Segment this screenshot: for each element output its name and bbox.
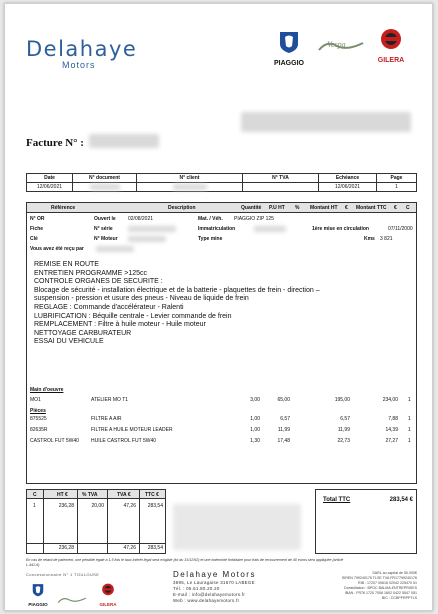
vehicle-value: PIAGGIO ZIP 125 (234, 216, 274, 222)
row-desc: FILTRE A HUILE MOTEUR LEADER (91, 427, 173, 433)
vat-row-pct: 20,00 (91, 503, 104, 509)
row-unit: 17,48 (277, 438, 290, 444)
row-unit: 6,57 (280, 416, 290, 422)
legal-line: Domiciliation : BPOC BALMA ENTREPRISES (344, 586, 417, 590)
row-qty: 1,30 (250, 438, 260, 444)
row-ht: 6,57 (340, 416, 350, 422)
parts-title: Pièces (30, 408, 46, 414)
footer-gilera-logo (95, 583, 121, 607)
row-qty: 3,00 (250, 397, 260, 403)
payment-info-redacted (173, 504, 301, 550)
due-label: Echéance (319, 174, 377, 183)
footer-gilera-label: GILERA (99, 602, 117, 607)
work-line: REMPLACEMENT : Filtre à huile moteur - Huile moteur (34, 321, 206, 329)
vat-row-ttc: 283,54 (147, 503, 163, 509)
gilera-icon (380, 28, 402, 52)
vat-total-ttc: 283,54 (147, 545, 163, 551)
legal-line: BIC : CCBPFRPPTLS (381, 596, 417, 600)
order-info (30, 216, 415, 252)
key-label: Clé (30, 236, 38, 242)
footer-web-line (173, 598, 283, 604)
vat-col-tva: TVA € (117, 492, 131, 498)
fine-print-line-1: En cas de retard de paiement, une pénalité égale à 1,5 fois le taux intérêt légal sera exigible (loi du 31/12/92) et une indemnité forfaitaire pour frais de recouvrement de 40 euros sera appliquée (article (26, 558, 344, 562)
total-box (315, 489, 417, 554)
brand-name: Delahaye (26, 37, 138, 61)
presented-label: Vous avez été reçu par (30, 246, 84, 252)
piaggio-icon (31, 583, 45, 597)
footer-address: 3695, Le Lauragaise 31670 LABEGE (173, 580, 255, 585)
opened-label: Ouvert le (94, 216, 116, 222)
row-desc: FILTRE A AIR (91, 416, 122, 422)
vat-summary (26, 489, 166, 554)
row-ref: 875525 (30, 416, 47, 422)
gilera-logo (371, 28, 411, 64)
client-label: N° client (137, 174, 243, 183)
legal-line: IBAN : FR76 1720 7006 1602 0422 5547 051 (344, 591, 417, 595)
col-reference: Référence (51, 205, 76, 211)
page-label: Page (377, 174, 417, 183)
vat-col-ht: HT € (57, 492, 68, 498)
footer-email[interactable]: info@delahayemotors.fr (191, 592, 246, 597)
col-percent: % (295, 205, 300, 211)
vat-col-ttc: TTC € (145, 492, 159, 498)
delahaye-logo (26, 38, 137, 70)
footer-tel-label: Tél. : (173, 586, 185, 591)
customer-address-redacted (241, 112, 411, 132)
vat-row-ht: 236,28 (58, 503, 74, 509)
row-ttc: 7,88 (388, 416, 398, 422)
registration-label: Immatriculation (198, 226, 236, 232)
piaggio-label: PIAGGIO (274, 60, 304, 67)
first-circulation-value: 07/11/2000 (388, 226, 413, 232)
row-unit: 65,00 (277, 397, 290, 403)
footer-piaggio-logo (26, 583, 50, 607)
row-ref: 82635R (30, 427, 48, 433)
work-line: LUBRIFICATION : Béquille centrale - Levier commande de frein (34, 312, 232, 320)
advisor-redacted (96, 246, 134, 252)
first-circulation-label: 1ère mise en circulation (312, 226, 369, 232)
column-header (27, 203, 416, 213)
fine-print-line-2: L.441-6) (26, 562, 40, 567)
invoice-number-redacted (89, 134, 159, 148)
col-unit-price: P.U HT (269, 205, 285, 211)
date-value: 12/06/2021 (27, 183, 73, 192)
serial-label: N° série (94, 226, 113, 232)
col-amount-ttc: Montant TTC (356, 205, 387, 211)
vespa-logo (317, 38, 365, 54)
total-label: Total TTC (323, 497, 351, 503)
work-line: Blocage de sécurité - installation électrique et de la batterie - plaquettes de frein - direction – (34, 286, 320, 294)
row-ht: 195,00 (334, 397, 350, 403)
vespa-icon (57, 595, 87, 605)
work-line: suspension - pression et usure des pneus - Niveau de liquide de frein (34, 295, 249, 303)
work-line: REGLAGE : Commande d'accélérateur - Ralenti (34, 303, 184, 311)
legal-line: RIB : 17207 00616 02042 225470 51 (358, 581, 417, 585)
work-line: CONTROLE ORGANES DE SECURITE : (34, 278, 163, 286)
invoice-title: Facture N° : (26, 137, 84, 149)
work-line: ENTRETIEN PROGRAMME >125cc (34, 269, 147, 277)
km-label: Kms (364, 236, 375, 242)
fine-print (26, 558, 426, 567)
row-ht: 11,99 (337, 427, 350, 433)
km-value: 3 821 (380, 236, 393, 242)
row-ht: 22,73 (337, 438, 350, 444)
work-line: ESSAI DU VEHICULE (34, 338, 104, 346)
footer-email-label: E-mail : (173, 592, 191, 597)
footer-web-label: Web : (173, 598, 186, 603)
col-amount-ht: Montant HT (310, 205, 338, 211)
date-label: Date (27, 174, 73, 183)
client-value (137, 183, 243, 192)
brand-sub: Motors (62, 60, 96, 70)
work-line: REMISE EN ROUTE (34, 261, 99, 268)
footer-tel: 05.61.80.20.20 (186, 586, 220, 591)
row-ttc: 14,39 (385, 427, 398, 433)
footer-web[interactable]: www.delahayemotors.fr (187, 598, 240, 603)
total-value: 283,54 € (389, 497, 413, 503)
concession-label: Concessionnaire N° 1 TOULOUSE (26, 572, 100, 577)
engine-label: N° Moteur (94, 236, 118, 242)
gilera-icon (101, 583, 115, 597)
opened-date: 02/08/2021 (128, 216, 154, 222)
work-description (34, 261, 320, 347)
vespa-label: Vespa (327, 40, 346, 49)
gilera-label: GILERA (377, 57, 405, 64)
col-c: C (406, 205, 410, 211)
col-description: Description (168, 205, 196, 211)
col-quantity: Quantité (241, 205, 262, 211)
row-desc: ATELIER MO T1 (91, 397, 129, 403)
labor-row (30, 397, 415, 404)
legal-line: SIREN 799240176 TLSE TVA FR17799240176 (341, 576, 417, 580)
row-c: 1 (408, 416, 411, 422)
footer-piaggio-label: PIAGGIO (28, 602, 48, 607)
row-c: 1 (408, 427, 411, 433)
parts-row (30, 438, 415, 445)
vat-col-c: C (33, 492, 37, 498)
or-label: N° OR (30, 216, 45, 222)
footer-legal (301, 571, 417, 601)
type-label: Type mine (198, 236, 223, 242)
col-currency-1: € (345, 205, 348, 211)
header-table (26, 173, 417, 192)
labor-title: Main d'oeuvre (30, 387, 64, 393)
legal-line: SARL au capital de 50.000€ (372, 571, 417, 575)
tva-label: N° TVA (243, 174, 319, 183)
parts-row (30, 427, 415, 434)
vat-header (27, 490, 165, 499)
row-ref: MO1 (30, 397, 41, 403)
footer-company (173, 570, 283, 604)
engine-redacted (128, 236, 166, 242)
row-c: 1 (408, 397, 411, 403)
vat-total-tva: 47,26 (123, 545, 136, 551)
document-label: N° document (73, 174, 137, 183)
tva-value (243, 183, 319, 192)
invoice-page (4, 3, 433, 611)
lines-box (26, 202, 417, 484)
due-value: 12/06/2021 (319, 183, 377, 192)
row-qty: 1,00 (250, 427, 260, 433)
vat-total-ht: 236,28 (58, 545, 74, 551)
sheet-label: Fiche (30, 226, 44, 232)
vat-row-tva: 47,26 (123, 503, 136, 509)
parts-row (30, 416, 415, 423)
col-currency-2: € (394, 205, 397, 211)
piaggio-icon (277, 30, 301, 54)
row-ttc: 234,00 (382, 397, 398, 403)
vat-col-pct: % TVA (82, 492, 98, 498)
row-desc: HUILE CASTROL FUT 5W40 (91, 438, 157, 444)
row-qty: 1,00 (250, 416, 260, 422)
row-unit: 11,99 (277, 427, 290, 433)
piaggio-logo (274, 30, 304, 67)
row-c: 1 (408, 438, 411, 444)
row-ref: CASTROL FUT 5W40 (30, 438, 79, 444)
vat-row-c: 1 (33, 503, 36, 509)
footer-company-name: Delahaye Motors (173, 570, 256, 579)
work-line: NETTOYAGE CARBURATEUR (34, 329, 132, 337)
row-ttc: 27,27 (385, 438, 398, 444)
document-value (73, 183, 137, 192)
serial-redacted (128, 226, 176, 232)
vehicle-label: Mat. / Véh. (198, 216, 223, 222)
footer-vespa-logo (57, 592, 87, 602)
registration-redacted (254, 226, 286, 232)
page-value: 1 (377, 183, 417, 192)
